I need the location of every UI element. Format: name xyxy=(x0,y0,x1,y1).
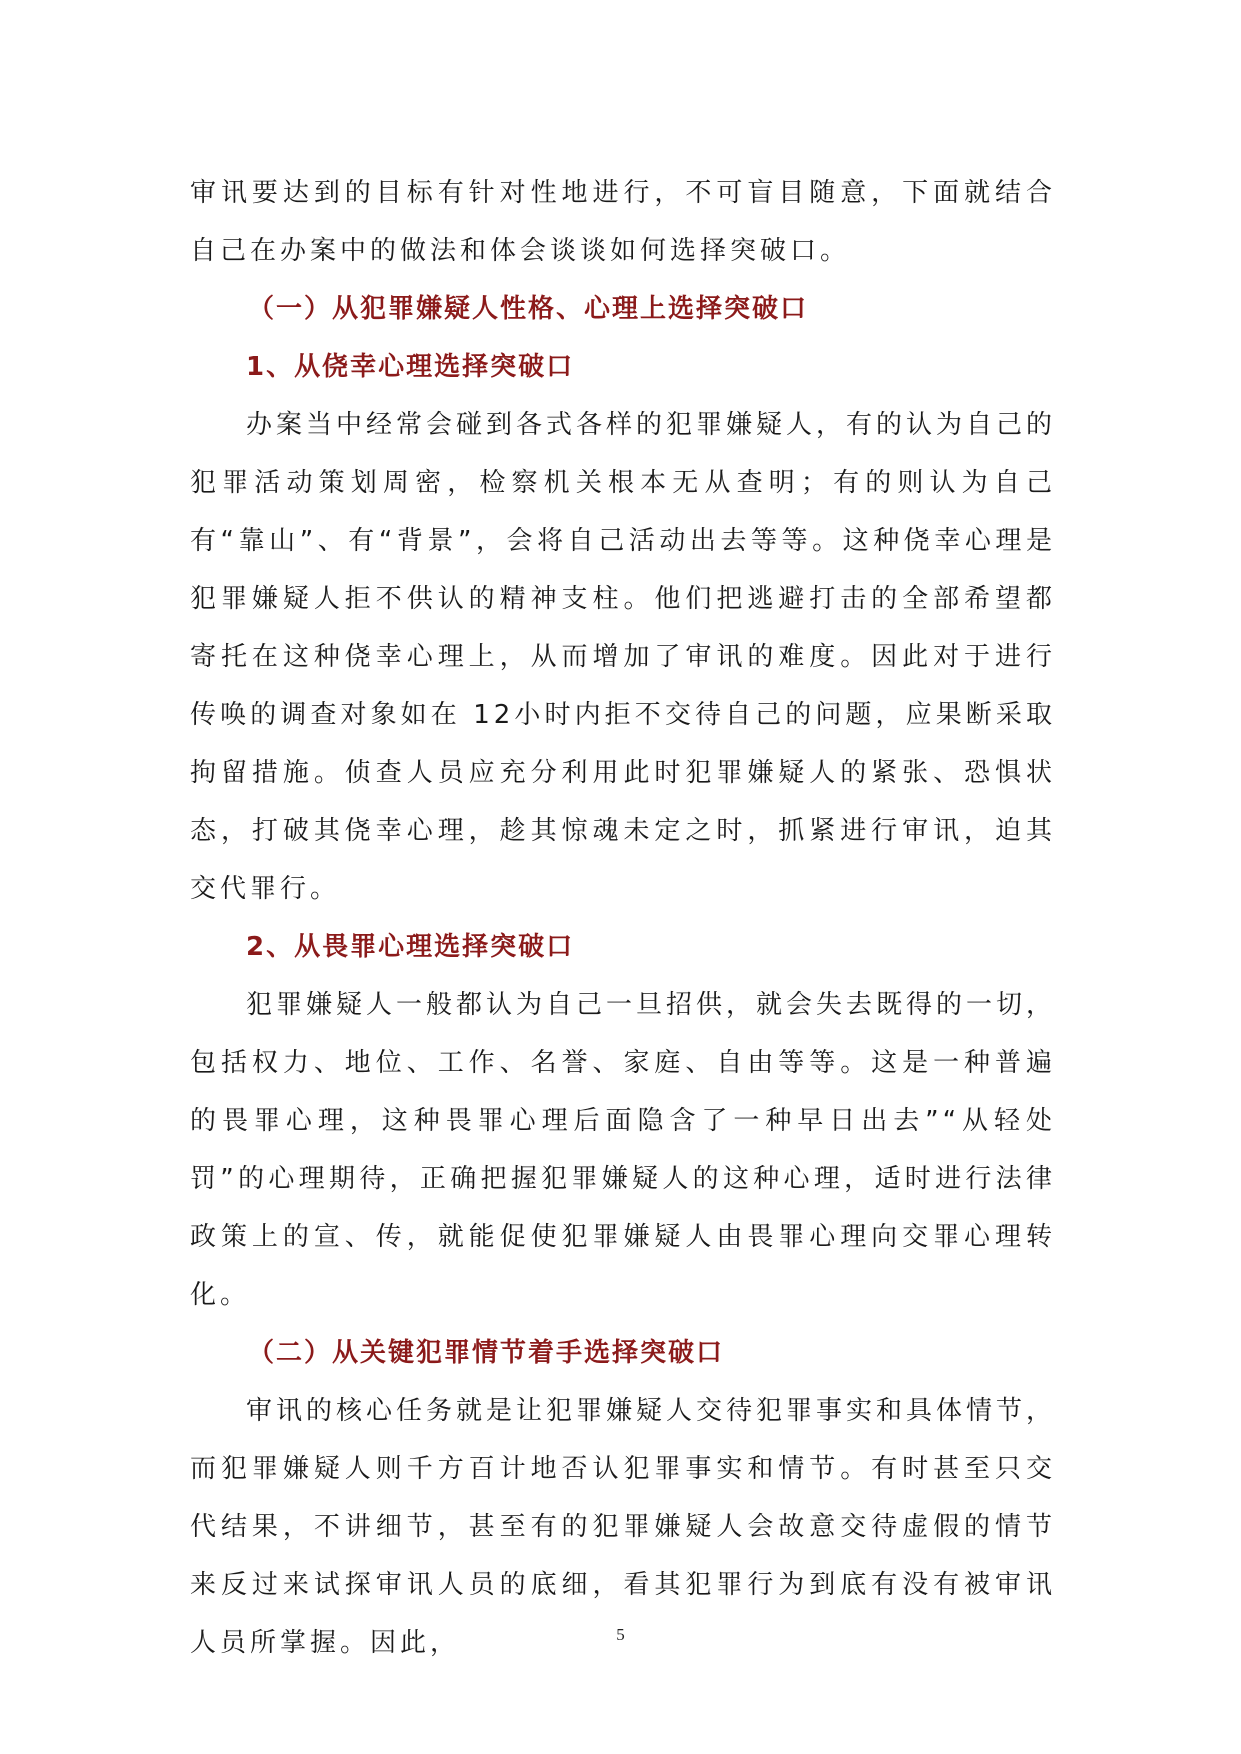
page-number: 5 xyxy=(616,1625,625,1644)
page-content xyxy=(190,164,1056,1672)
subsection-heading-1-1: 1、从侥幸心理选择突破口 xyxy=(246,352,575,382)
body-paragraph-fear-psychology: 犯罪嫌疑人一般都认为自己一旦招供，就会失去既得的一切，包括权力、地位、工作、名誉、家庭、自由等等。这是一种普遍的畏罪心理，这种畏罪心理后面隐含了一种早日出去”“从轻处罚”的心理期待，正确把握犯罪嫌疑人的这种心理，适时进行法律政策上的宣、传，就能促使犯罪嫌疑人由畏罪心理向交罪心理转化。 xyxy=(190,990,1057,1310)
section-heading-2: （二）从关键犯罪情节着手选择突破口 xyxy=(248,1338,725,1368)
continued-paragraph: 审讯要达到的目标有针对性地进行，不可盲目随意，下面就结合自己在办案中的做法和体会谈谈如何选择突破口。 xyxy=(190,178,1056,266)
body-paragraph-key-details: 审讯的核心任务就是让犯罪嫌疑人交待犯罪事实和具体情节，而犯罪嫌疑人则千方百计地否认犯罪事实和情节。有时甚至只交代结果，不讲细节，甚至有的犯罪嫌疑人会故意交待虚假的情节来反过来试探审讯人员的底细，看其犯罪行为到底有没有被审讯人员所掌握。因此， xyxy=(190,1396,1057,1658)
subsection-heading-1-2: 2、从畏罪心理选择突破口 xyxy=(246,932,575,962)
body-paragraph-luck-psychology: 办案当中经常会碰到各式各样的犯罪嫌疑人，有的认为自己的犯罪活动策划周密，检察机关根本无从查明；有的则认为自己有“靠山”、有“背景”，会将自己活动出去等等。这种侥幸心理是犯罪嫌疑人拒不供认的精神支柱。他们把逃避打击的全部希望都寄托在这种侥幸心理上，从而增加了审讯的难度。因此对于进行传唤的调查对象如在 12小时内拒不交待自己的问题，应果断采取拘留措施。侦查人员应充分利用此时犯罪嫌疑人的紧张、恐惧状态，打破其侥幸心理，趁其惊魂未定之时，抓紧进行审讯，迫其交代罪行。 xyxy=(190,410,1057,904)
section-heading-1: （一）从犯罪嫌疑人性格、心理上选择突破口 xyxy=(248,294,809,324)
